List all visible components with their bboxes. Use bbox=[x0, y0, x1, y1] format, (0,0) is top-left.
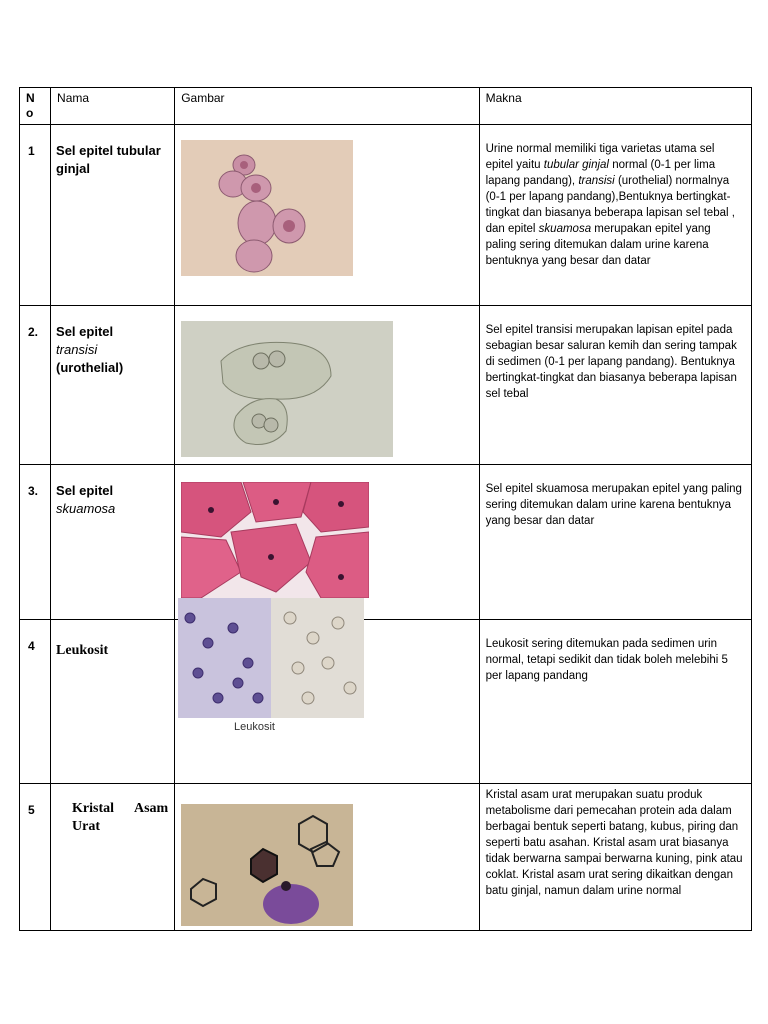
row-description: Kristal asam urat merupakan suatu produk metabolisme dari pemecahan protein ada dalam berbagai bentuk seperti batang, kubus, piring dan seperti batu asahan. Kristal asam urat biasanya tidak berwarna sampai berwarna kuning, pink atau coklat. Kristal asam urat sering dikaitkan dengan batu ginjal, namun dalam urine normal bbox=[479, 784, 751, 931]
squamous-epithelial-cell-image bbox=[181, 482, 369, 598]
row-name: Sel epitel tubular ginjal bbox=[51, 125, 175, 306]
row-name: Kristal Asam Urat bbox=[51, 784, 175, 931]
row-description: Leukosit sering ditemukan pada sedimen urin normal, tetapi sedikit dan tidak boleh melebihi 5 per lapang pandang bbox=[479, 620, 751, 784]
transitional-epithelial-cell-image bbox=[181, 321, 393, 457]
row-name: Leukosit bbox=[51, 620, 175, 784]
row-number: 1 bbox=[20, 125, 51, 306]
row-image-cell bbox=[175, 306, 479, 465]
header-gambar: Gambar bbox=[175, 88, 479, 125]
table-row bbox=[20, 465, 752, 620]
row-number: 2. bbox=[20, 306, 51, 465]
table-row bbox=[20, 784, 752, 931]
table-row bbox=[20, 620, 752, 784]
row-description: Urine normal memiliki tiga varietas utama sel epitel yaitu tubular ginjal normal (0-1 per lima lapang pandang), transisi (urothelial) normalnya (0-1 per lapang pandang),Bentuknya bertingkat-tingkat dan biasanya beberapa lapisan sel tebal , dan epitel skuamosa merupakan epitel yang paling sering ditemukan dalam urine karena bentuknya yang besar dan datar bbox=[479, 125, 751, 306]
table-row bbox=[20, 306, 752, 465]
row-number: 5 bbox=[20, 784, 51, 931]
row-name: Sel epitel transisi (urothelial) bbox=[51, 306, 175, 465]
table-header-row bbox=[20, 88, 752, 125]
row-image-cell bbox=[175, 620, 479, 784]
table-row bbox=[20, 125, 752, 306]
row-image-cell bbox=[175, 125, 479, 306]
header-nama: Nama bbox=[51, 88, 175, 125]
leukocyte-image-caption: Leukosit bbox=[234, 721, 276, 733]
uric-acid-crystal-image bbox=[181, 804, 353, 926]
header-makna: Makna bbox=[479, 88, 751, 125]
leukocyte-image bbox=[178, 598, 364, 734]
row-number: 4 bbox=[20, 620, 51, 784]
row-image-cell bbox=[175, 465, 479, 620]
tubular-epithelial-cell-image bbox=[181, 140, 353, 276]
urine-sediment-table bbox=[19, 87, 752, 931]
header-no: N o bbox=[20, 88, 51, 125]
row-number: 3. bbox=[20, 465, 51, 620]
row-description: Sel epitel skuamosa merupakan epitel yang paling sering ditemukan dalam urine karena bentuknya yang besar dan datar bbox=[479, 465, 751, 620]
row-image-cell bbox=[175, 784, 479, 931]
row-name: Sel epitel skuamosa bbox=[51, 465, 175, 620]
row-description: Sel epitel transisi merupakan lapisan epitel pada sebagian besar saluran kemih dan sering tampak di sedimen (0-1 per lapang pandang). Bentuknya bertingkat-tingkat dan biasanya beberapa lapisan sel tebal bbox=[479, 306, 751, 465]
